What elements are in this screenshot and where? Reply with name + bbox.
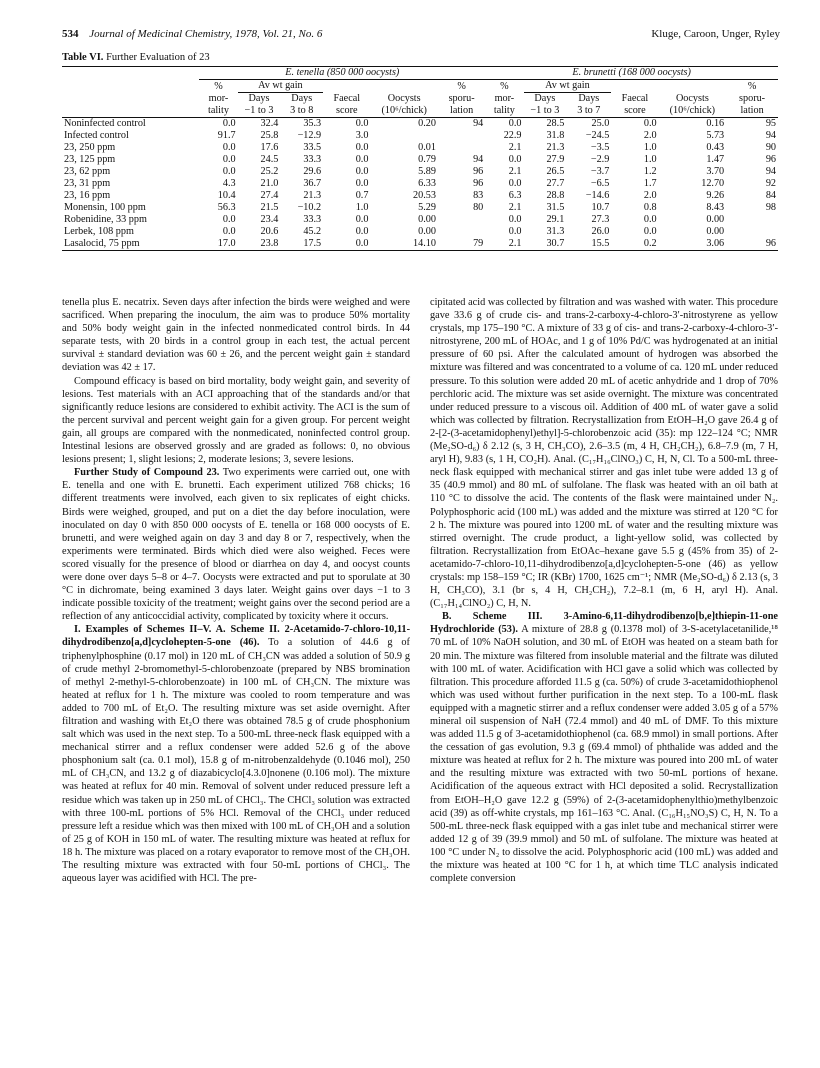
table-cell: 10.4 <box>217 190 236 201</box>
table-cell: 21.5 <box>260 202 279 213</box>
table-cell: 23.4 <box>260 214 279 225</box>
table-row <box>62 142 778 154</box>
row-label: Lerbek, 108 ppm <box>64 226 134 237</box>
right-column <box>430 296 778 885</box>
row-label: 23, 31 ppm <box>64 178 111 189</box>
table-cell: 98 <box>765 202 776 213</box>
table-cell: 27.9 <box>546 154 565 165</box>
col-avwt-tenella: Av wt gain <box>238 80 324 93</box>
table-cell: 0.0 <box>355 226 369 237</box>
table-cell: 0.0 <box>508 178 522 189</box>
col-days-t2: Days 3 to 8 <box>290 93 314 116</box>
table-row <box>62 154 778 166</box>
table-cell: 25.0 <box>591 118 610 129</box>
row-label: 23, 62 ppm <box>64 166 111 177</box>
table-cell: 15.5 <box>591 238 610 249</box>
row-label: Lasalocid, 75 ppm <box>64 238 140 249</box>
running-header <box>62 28 780 40</box>
table-cell <box>438 142 485 154</box>
table-cell <box>370 130 438 142</box>
authors: Kluge, Caroon, Unger, Ryley <box>651 28 780 40</box>
table-cell: −6.5 <box>590 178 610 189</box>
table-cell: 6.33 <box>418 178 436 189</box>
table-cell: 25.8 <box>260 130 279 141</box>
table-cell: 0.0 <box>508 214 522 225</box>
table-cell: 33.3 <box>303 154 322 165</box>
table-cell: 6.3 <box>508 190 522 201</box>
table-cell: 5.73 <box>706 130 725 141</box>
table-cell: 33.5 <box>303 142 322 153</box>
col-days-b2: Days 3 to 7 <box>577 93 601 116</box>
section-heading: I. Examples of Schemes II–V. A. Scheme II. 2-Acetamido-7-chloro-10,11-dihydrodibenzo[a,d]cyclohepten-5-one (46). <box>62 624 410 649</box>
table-cell: 45.2 <box>303 226 322 237</box>
paragraph: tenella plus E. necatrix. Seven days after infection the birds were weighed and were sacrificed. When preparing the inoculum, the aim was to produce 50% mortality and 50% body weight gain in the infected nonmedicated control birds. In 44 separate tests, with 20 birds in a control group in each test, the actual percent survival ± standard deviation was 60 ± 26, and the percent weight gain ± standard deviation was 42 ± 17. <box>62 297 410 374</box>
table-cell: 30.7 <box>546 238 565 249</box>
table-cell: 0.16 <box>706 118 725 129</box>
table-cell: 56.3 <box>217 202 236 213</box>
table-cell <box>726 226 778 238</box>
paragraph: Compound efficacy is based on bird mortality, body weight gain, and severity of lesions. Test materials with an ACI approaching that of the standards and/or that significantly reduce lesions are considered to exhibit activity. The ACI is the sum of the percent survival and percent weight gain for a given group. For percent weight gain, all groups are compared with the nonmedicated, noninfected control group. Intestinal lesions are observed grossly and are graded as follows: 0, no obvious lesions present; 1, slight lesions; 2, moderate lesions; 3, severe lesions. <box>62 375 410 466</box>
table-cell: 3.0 <box>355 130 369 141</box>
table-cell: 1.0 <box>643 154 657 165</box>
table-cell: 0.0 <box>643 118 657 129</box>
table-row <box>62 202 778 214</box>
table-cell: 1.0 <box>643 142 657 153</box>
table-row <box>62 166 778 178</box>
row-label: Infected control <box>64 130 129 141</box>
table-cell: −2.9 <box>590 154 610 165</box>
table-cell: 1.2 <box>643 166 657 177</box>
table-cell: 17.0 <box>217 238 236 249</box>
col-faecal-brunetti: Faecal score <box>621 93 649 116</box>
table-caption <box>62 52 210 63</box>
table-cell: 0.0 <box>508 118 522 129</box>
table-cell: 1.0 <box>355 202 369 213</box>
page-number: 534 <box>62 28 79 40</box>
table-cell: 21.3 <box>546 142 565 153</box>
table-cell: 0.0 <box>355 142 369 153</box>
table-cell: 0.0 <box>508 154 522 165</box>
section-heading: B. Scheme III. 3-Amino-6,11-dihydrodibenzo[b,e]thiepin-11-one Hydrochloride (53). <box>430 611 778 636</box>
table-cell: 9.26 <box>706 190 725 201</box>
section-heading: Further Study of Compound 23. <box>74 467 220 479</box>
table-title: Further Evaluation of 23 <box>106 52 210 63</box>
table-cell: 27.4 <box>260 190 279 201</box>
table-body <box>62 118 778 251</box>
table-cell <box>438 214 485 226</box>
table-cell: 5.29 <box>418 202 436 213</box>
col-avwt-brunetti: Av wt gain <box>524 80 612 93</box>
table-cell: 2.0 <box>643 190 657 201</box>
table-row <box>62 226 778 238</box>
table-cell: 0.00 <box>706 226 725 237</box>
table-cell: 94 <box>765 166 776 177</box>
table-row <box>62 214 778 226</box>
table-cell: 28.5 <box>546 118 565 129</box>
table-cell: 2.1 <box>508 142 522 153</box>
table-cell: 31.3 <box>546 226 565 237</box>
table-cell: 0.0 <box>355 166 369 177</box>
table-cell: 21.0 <box>260 178 279 189</box>
col-days-t1: Days −1 to 3 <box>244 93 274 116</box>
header-left <box>62 28 322 40</box>
table-cell: 5.89 <box>418 166 436 177</box>
table-cell: 79 <box>473 238 484 249</box>
table-cell: 0.00 <box>418 214 436 225</box>
table-cell: 31.5 <box>546 202 565 213</box>
table-cell: 4.3 <box>222 178 236 189</box>
table-cell: 17.5 <box>303 238 322 249</box>
table-cell: 0.79 <box>418 154 436 165</box>
row-label: 23, 125 ppm <box>64 154 116 165</box>
table-cell: 0.0 <box>355 154 369 165</box>
col-oocysts-brunetti: Oocysts (10⁶/chick) <box>669 93 716 116</box>
table-cell: 2.1 <box>508 238 522 249</box>
table-cell: 96 <box>473 166 484 177</box>
journal-citation: Journal of Medicinal Chemistry, 1978, Vol. 21, No. 6 <box>89 28 323 40</box>
table-cell: −3.5 <box>590 142 610 153</box>
table-cell: 14.10 <box>413 238 436 249</box>
table-cell: 10.7 <box>591 202 610 213</box>
col-oocysts-tenella: Oocysts (10⁶/chick) <box>381 93 427 116</box>
table-cell: 0.2 <box>643 238 657 249</box>
table-cell: 90 <box>765 142 776 153</box>
paragraph: I. Examples of Schemes II–V. A. Scheme II. 2-Acetamido-7-chloro-10,11-dihydrodibenzo[a,d]cyclohepten-5-one (46). To a solution of 44.6 g of triphenylphosphine (0.17 mol) in 120 mL of CH₃CN was added a solution of 50.9 g of crude methyl 2-bromomethyl-5-chlorobenzoate (prepared by NBS bromination of methyl 2-methyl-5-chlorobenzoate) in 100 mL of CH₃CN. The mixture was heated at reflux for 1 h. The mixture was cooled to room temperature and was added to 700 mL of Et₂O. The resulting mixture was set aside overnight. After filtration and washing with Et₂O there was obtained 78.5 g of crude phosphonium salt which was used in the next step. To a 500-mL three-neck flask equipped with a mechanical stirrer and a reflux condenser were added 52.6 g of the above phosphonium salt (ca. 0.1 mol), 15.8 g of m-nitrobenzaldehyde (0.1046 mol), 250 mL of CH₃CN, and 13.2 g of diazabicyclo[4.3.0]nonene (0.106 mol). The mixture was heated at reflux for 40 min. Removal of solvent under reduced pressure left a residue which was taken up in 250 mL of CHCl₃. The CHCl₃ solution was extracted with three 100-mL portions of 5% HCl. Removal of the CHCl₃ under reduced pressure left a residue which was then mixed with 100 mL of CH₃OH and a solution of 25 g of KOH in 150 mL of water. The resulting mixture was heated at reflux for 18 h. The mixture was placed on a rotary evaporator to remove most of the CH₃OH. The resulting mixture was extracted with four 50-mL portions of CHCl₃. The aqueous layer was acidified with HCl. The pre- <box>62 624 410 885</box>
table-cell: 84 <box>765 190 776 201</box>
col-mortality-brunetti: % mor- tality <box>493 81 515 116</box>
table-cell: 0.20 <box>418 118 436 129</box>
table-cell: 94 <box>765 130 776 141</box>
table-cell: −3.7 <box>590 166 610 177</box>
table-row <box>62 178 778 190</box>
table-cell: 95 <box>765 118 776 129</box>
table-cell: 1.47 <box>706 154 725 165</box>
table-cell: 22.9 <box>503 130 522 141</box>
table-cell: 23.8 <box>260 238 279 249</box>
table-cell <box>438 226 485 238</box>
row-label: 23, 250 ppm <box>64 142 116 153</box>
col-sporulation-brunetti: % sporu- lation <box>739 81 766 116</box>
table-cell: 3.70 <box>706 166 725 177</box>
table-cell: 0.0 <box>355 178 369 189</box>
paragraph: B. Scheme III. 3-Amino-6,11-dihydrodibenzo[b,e]thiepin-11-one Hydrochloride (53). A mixture of 28.8 g (0.1378 mol) of 3-S-acetylacetanilide,¹⁸ 70 mL of 10% NaOH solution, and 30 mL of EtOH was heated on a steam bath for 20 min. The mixture was filtered from insoluble material and the filtrate was diluted with 100 mL of water. Acidification with HCl gave a solid which was collected by filtration. This procedure afforded 11.5 g (ca. 50%) of crude 3-acetamidothiophenol which was used without further purification in the next step. To a 100-mL flask equipped with a magnetic stirrer and a reflux condenser were added 3.05 g of a 57% mineral oil suspension of NaH (72.4 mmol) and 40 mL of DMF. To this mixture was added 11.5 g of 3-acetamidothiophenol (ca. 68.9 mmol) in small portions. After the cessation of gas evolution, 9.3 g (69.4 mmol) of phthalide was added and the mixture was heated at reflux for 2 h. The mixture was poured into 200 mL of water and the resulting mixture was extracted with two 50-mL portions of hexane. Acidification of the aqueous extract with HCl deposited a solid. Recrystallization from EtOH–H₂O gave 12.2 g (59%) of 2-(3-acetamidophenylthio)methylbenzoic acid (39) as off-white crystals, mp 161–163 °C. Anal. (C₁₆H₁₅NO₃S) C, H, N. To a 500-mL three-neck flask equipped with a gas inlet tube and mechanical stirrer were added 12 g of 39 (39.9 mmol) and 50 mL of sulfolane. The mixture was heated at 100 °C under N₂ to dissolve the acid. Polyphosphoric acid (100 mL) was added and the mixture was heated at 100 °C for 1 h, at which time TLC analysis indicated complete conversion <box>430 611 778 885</box>
table-cell: −14.6 <box>585 190 610 201</box>
table-cell <box>438 130 485 142</box>
table-cell: 17.6 <box>260 142 279 153</box>
left-column <box>62 296 410 885</box>
row-label: Noninfected control <box>64 118 146 129</box>
group-header-brunetti: E. brunetti (168 000 oocysts) <box>485 67 778 80</box>
table-cell: 33.3 <box>303 214 322 225</box>
table-cell: 0.00 <box>418 226 436 237</box>
table-cell: 31.8 <box>546 130 565 141</box>
table-cell: 3.06 <box>706 238 725 249</box>
table-cell: 26.0 <box>591 226 610 237</box>
table-cell: 0.0 <box>355 118 369 129</box>
table-cell: 94 <box>473 154 484 165</box>
table-row <box>62 190 778 202</box>
table-cell: 94 <box>473 118 484 129</box>
table-cell: 80 <box>473 202 484 213</box>
table-cell: 0.0 <box>222 166 236 177</box>
table-cell: 36.7 <box>303 178 322 189</box>
table-row <box>62 238 778 251</box>
table-cell: 20.53 <box>413 190 436 201</box>
table-cell: 0.0 <box>643 214 657 225</box>
paragraph: Further Study of Compound 23. Two experiments were carried out, one with E. tenella and one with E. brunetti. Each experiment utilized 768 chicks; 16 different treatments were involved, each given to six replicates of eight chicks. Birds were weighed, grouped, and put on a diet the day before inoculation, were inoculated on day 0 with 850 000 oocysts of E. tenella or 168 000 oocysts of E. brunetti, and were weighed again on day 3 and day 8 or 7, respectively, when the experiments were terminated. Birds which died were also weighed. Feces were scored visually for the presence of blood or diarrhea on day 4, and oocyst counts were done over days 5–8 or 4–7. Oocysts were extracted and put to sporulate at 30 °C in dichromate, being examined 3 days later. Weight gains over days −1 to 3 indicate possible toxicity of the treatment; weight gains over the second period are a reflection of any anticoccidial activity, complicated by toxicity where it occurs. <box>62 467 411 623</box>
table-cell: 0.7 <box>355 190 369 201</box>
table-cell: 0.0 <box>643 226 657 237</box>
col-faecal-tenella: Faecal score <box>333 93 361 116</box>
col-days-b1: Days −1 to 3 <box>530 93 560 116</box>
row-label: Robenidine, 33 ppm <box>64 214 147 225</box>
table-cell: 29.6 <box>303 166 322 177</box>
table-cell: 20.6 <box>260 226 279 237</box>
row-label: 23, 16 ppm <box>64 190 111 201</box>
table-cell: 96 <box>765 154 776 165</box>
table-cell: 0.0 <box>222 154 236 165</box>
table-row <box>62 118 778 131</box>
table-cell: 0.00 <box>706 214 725 225</box>
table-cell: 1.7 <box>643 178 657 189</box>
table-cell: 83 <box>473 190 484 201</box>
table-cell: 25.2 <box>260 166 279 177</box>
table-cell: 96 <box>473 178 484 189</box>
table-cell: 8.43 <box>706 202 725 213</box>
table-cell: 0.0 <box>222 226 236 237</box>
data-table <box>62 66 778 251</box>
table-cell: 35.3 <box>303 118 322 129</box>
table-cell: 0.0 <box>508 226 522 237</box>
table-cell: 12.70 <box>701 178 725 189</box>
table-cell: 21.3 <box>303 190 322 201</box>
col-mortality-tenella: % mor- tality <box>208 81 229 116</box>
table-cell: 92 <box>765 178 776 189</box>
table-cell: 27.7 <box>546 178 565 189</box>
table-cell: 0.01 <box>418 142 436 153</box>
table-cell: 29.1 <box>546 214 565 225</box>
table-cell: 26.5 <box>546 166 565 177</box>
table-container <box>62 66 778 251</box>
article-body <box>62 296 778 885</box>
table-row <box>62 130 778 142</box>
row-label: Monensin, 100 ppm <box>64 202 146 213</box>
group-header-tenella: E. tenella (850 000 oocysts) <box>199 67 485 80</box>
table-cell: 0.0 <box>222 118 236 129</box>
table-cell: 2.1 <box>508 166 522 177</box>
table-cell: 2.1 <box>508 202 522 213</box>
table-cell: 0.0 <box>355 238 369 249</box>
table-cell: 0.0 <box>355 214 369 225</box>
table-cell: 2.0 <box>643 130 657 141</box>
table-cell: 27.3 <box>591 214 610 225</box>
table-cell: 32.4 <box>260 118 279 129</box>
table-cell: −24.5 <box>585 130 610 141</box>
table-cell: 28.8 <box>546 190 565 201</box>
table-cell: 96 <box>765 238 776 249</box>
table-cell: 91.7 <box>217 130 236 141</box>
table-cell: 24.5 <box>260 154 279 165</box>
table-cell: 0.0 <box>222 214 236 225</box>
table-cell: −12.9 <box>297 130 322 141</box>
table-cell <box>726 214 778 226</box>
col-sporulation-tenella: % sporu- lation <box>448 81 475 116</box>
table-label: Table VI. <box>62 52 104 63</box>
table-cell: −10.2 <box>297 202 322 213</box>
paragraph: cipitated acid was collected by filtration and was washed with water. This procedure gave 33.6 g of crude cis- and trans-2-carboxy-4-chloro-3′-nitrostyrene as yellow crystals, mp 175–190 °C. A mixture of 33 g of cis- and trans-2-carboxy-4-chloro-3′-nitrostyrene, 200 mL of HOAc, and 1 g of 10% Pd/C was hydrogenated at an initial pressure of 60 psi. After the calculated amount of hydrogen was absorbed the mixture was filtered and was concentrated to a volume of ca. 120 mL under reduced pressure. To this solution were added 20 mL of acetic anhydride and 1 drop of 70% perchloric acid. The mixture was set aside overnight. The mixture was concentrated under reduced pressure to a viscous oil. Addition of 400 mL of water gave a solid which was collected by filtration. Recrystallization from EtOH–H₂O gave 26.4 g of 2-[2-(3-acetamidophenyl)ethyl]-5-chlorobenzoic acid (35): mp 122–124 °C; NMR (Me₂SO-d₆) δ 2.12 (s, 3 H, CH₃CO), 2.6–3.5 (m, 4 H, CH₂CH₂), 6.8–7.9 (m, 7 H, aryl H), 9.83 (s, 1 H, CO₂H). Anal. (C₁₇H₁₆ClNO₃) C, H, N, Cl. To a 500-mL three-neck flask equipped with mechanical stirrer and gas inlet tube were added 13 g of 35 (40.9 mmol) and 80 mL of sulfolane. The flask was heated with an oil bath at 110 °C to dissolve the acid. The contents of the flask were maintained under N₂. Polyphosphoric acid (100 mL) was added and the mixture was stirred at 120 °C for 2 h. The mixture was poured into 1200 mL of water and the resulting mixture was stirred overnight. The crude product, a light-yellow solid, was collected by filtration. Recrystallization from EtOAc–hexane gave 5.5 g (45% from 35) of 2-acetamido-7-chloro-10,11-dihydrodibenzo[a,d]cyclohepten-5-one (46) as yellow crystals: mp 158–159 °C; IR (KBr) 1700, 1625 cm⁻¹; NMR (Me₂SO-d₆) δ 2.13 (s, 3 H, CH₃CO), 3.1 (br s, 4 H, CH₂CH₂), 7.2–8.1 (m, 6 H, aryl H). Anal. (C₁₇H₁₄ClNO₂) C, H, N. <box>430 297 778 610</box>
table-cell: 0.0 <box>222 142 236 153</box>
table-cell: 0.8 <box>643 202 657 213</box>
table-cell: 0.43 <box>706 142 725 153</box>
